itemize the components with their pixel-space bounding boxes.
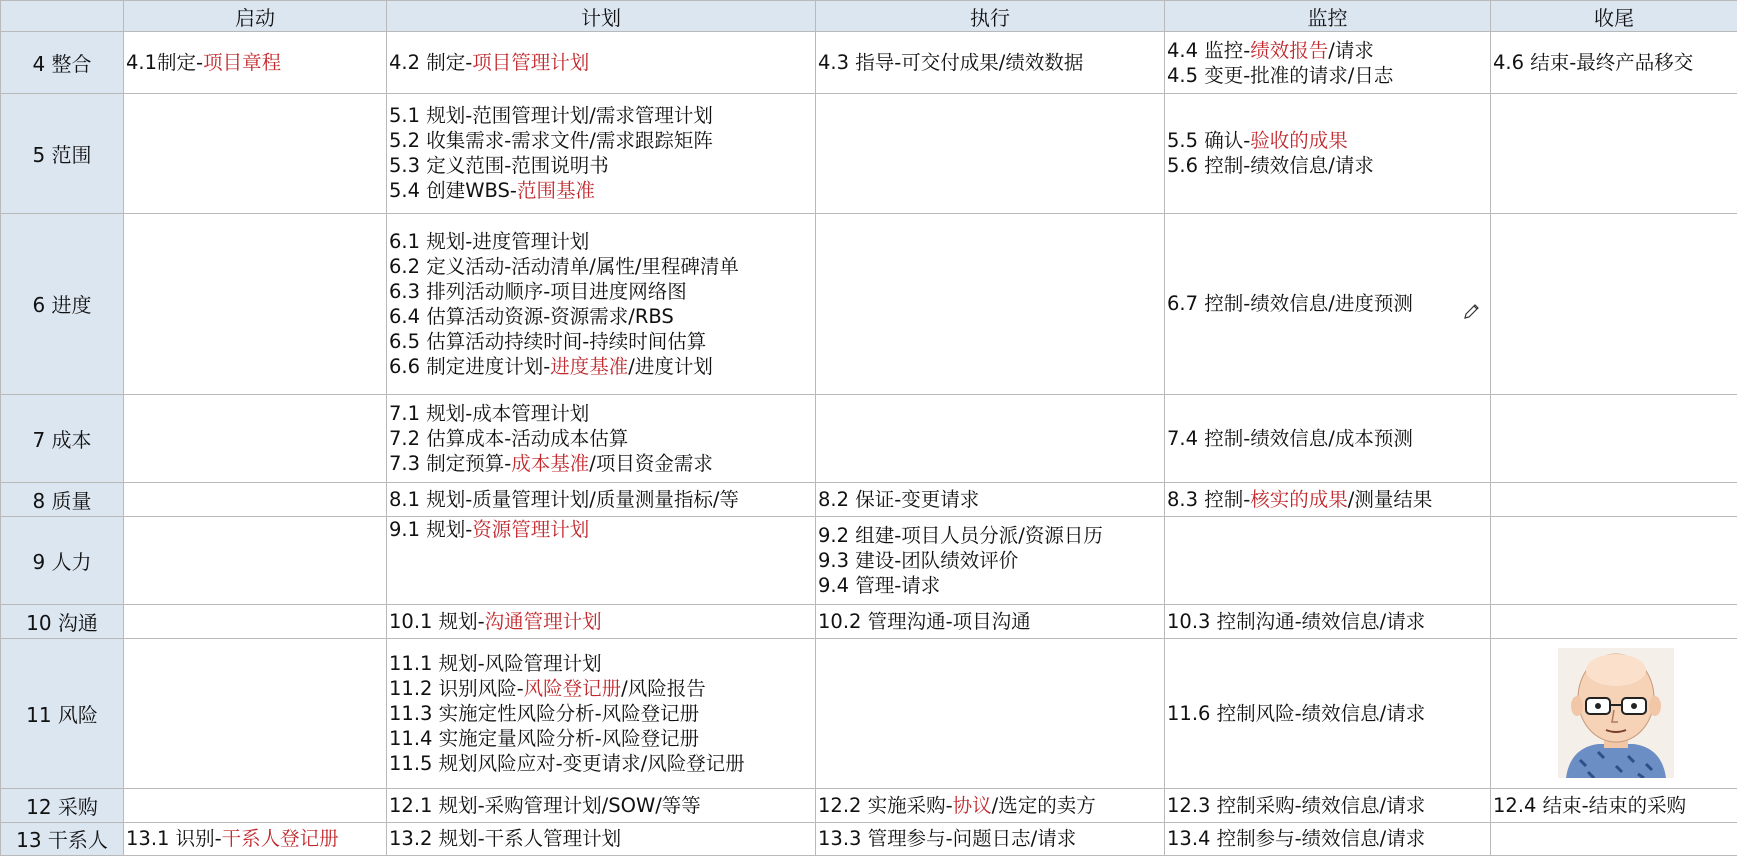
cell-text: 5.5 确认- <box>1167 129 1251 153</box>
table-cell <box>1491 394 1737 483</box>
table-cell <box>387 213 816 394</box>
table-row <box>1 394 1737 483</box>
cartoon-avatar-icon <box>1558 648 1674 778</box>
cell-text: 12.4 结束-结束的采购 <box>1493 794 1687 818</box>
table-cell <box>1165 789 1491 822</box>
highlight-text: 验收的成果 <box>1250 129 1348 153</box>
cell-text: 4.2 制定- <box>389 51 473 75</box>
column-header-row <box>1 1 1737 32</box>
table-cell <box>387 638 816 789</box>
cell-text: 11.1 规划-风险管理计划 <box>389 652 602 675</box>
cell-line <box>1167 63 1488 88</box>
cell-line <box>818 487 1162 512</box>
cell-text: 6.2 定义活动-活动清单/属性/里程碑清单 <box>389 254 739 278</box>
table-cell <box>1491 789 1737 822</box>
cell-text: 4.5 变更-批准的请求/日志 <box>1167 63 1394 87</box>
cell-line <box>389 426 813 451</box>
cell-line <box>389 401 813 426</box>
cell-text: 6.1 规划-进度管理计划 <box>389 229 590 253</box>
cell-line <box>389 178 813 203</box>
highlight-text: 成本基准 <box>511 451 590 475</box>
cell-text: 4.3 指导-可交付成果/绩效数据 <box>818 51 1084 75</box>
cell-line <box>818 573 1162 598</box>
cell-line <box>389 329 813 354</box>
cell-line <box>389 826 813 851</box>
cell-line <box>389 153 813 178</box>
cell-text: 12.3 控制采购-绩效信息/请求 <box>1167 794 1426 818</box>
cell-text: 8.3 控制- <box>1167 487 1251 511</box>
cell-line <box>1167 153 1488 178</box>
cell-text: /进度计划 <box>628 354 713 378</box>
cell-line <box>818 523 1162 548</box>
cell-text: 4.4 监控- <box>1167 38 1251 62</box>
cell-line <box>818 50 1162 75</box>
highlight-text: 核实的成果 <box>1250 487 1348 511</box>
cell-text: 8.2 保证-变更请求 <box>818 487 980 511</box>
column-header: 监控 <box>1165 1 1491 32</box>
row-header: 12 采购 <box>1 789 124 822</box>
cell-line <box>389 676 813 701</box>
cell-line <box>389 651 813 676</box>
column-header: 收尾 <box>1491 1 1737 32</box>
cell-line <box>1167 128 1488 153</box>
cell-text: 10.3 控制沟通-绩效信息/请求 <box>1167 609 1426 633</box>
table-cell <box>387 94 816 214</box>
cell-text: 11.4 实施定量风险分析-风险登记册 <box>389 727 700 750</box>
cell-text: /项目资金需求 <box>589 451 713 475</box>
cell-line <box>1167 291 1488 316</box>
cell-text: 11.2 识别风险- <box>389 677 524 700</box>
table-cell <box>1165 516 1491 605</box>
cell-text: 4.1制定- <box>126 51 204 75</box>
cell-text: 6.3 排列活动顺序-项目进度网络图 <box>389 279 687 303</box>
table-body <box>1 32 1737 856</box>
table-cell <box>1165 638 1491 789</box>
table-cell <box>387 605 816 638</box>
cell-text: 7.4 控制-绩效信息/成本预测 <box>1167 426 1413 450</box>
highlight-text: 绩效报告 <box>1250 38 1329 62</box>
cell-text: /选定的卖方 <box>991 794 1096 818</box>
table-row <box>1 483 1737 516</box>
cell-line <box>1167 609 1488 634</box>
table-cell <box>124 789 387 822</box>
table-cell <box>1165 605 1491 638</box>
table-row <box>1 822 1737 855</box>
table-cell <box>816 605 1165 638</box>
table-cell <box>124 605 387 638</box>
cell-line <box>389 701 813 726</box>
table-cell <box>124 822 387 855</box>
cell-line <box>389 517 813 542</box>
cell-text: 9.3 建设-团队绩效评价 <box>818 548 1019 572</box>
table-cell <box>1491 94 1737 214</box>
table-cell <box>816 32 1165 94</box>
cell-text: 8.1 规划-质量管理计划/质量测量指标/等 <box>389 487 739 511</box>
table-cell <box>816 516 1165 605</box>
cell-line <box>389 354 813 379</box>
cell-text: /测量结果 <box>1347 487 1433 511</box>
cell-line <box>389 451 813 476</box>
table-cell <box>1491 483 1737 516</box>
cell-text: 7.2 估算成本-活动成本估算 <box>389 426 629 450</box>
cell-line <box>1493 793 1735 818</box>
cell-line <box>818 609 1162 634</box>
cell-line <box>1167 487 1488 512</box>
cell-text: 6.4 估算活动资源-资源需求/RBS <box>389 304 674 328</box>
cell-text: 13.2 规划-干系人管理计划 <box>389 827 622 851</box>
cell-text: 9.4 管理-请求 <box>818 573 941 597</box>
cell-text: 10.2 管理沟通-项目沟通 <box>818 609 1031 633</box>
table-row <box>1 638 1737 789</box>
cell-text: 7.3 制定预算- <box>389 451 512 475</box>
cell-text: 13.1 识别- <box>126 827 222 851</box>
cell-line <box>1493 50 1735 75</box>
table-cell <box>387 822 816 855</box>
cell-text: 9.1 规划- <box>389 517 473 541</box>
highlight-text: 项目管理计划 <box>472 51 590 75</box>
highlight-text: 项目章程 <box>203 51 282 75</box>
table-cell <box>816 483 1165 516</box>
table-cell <box>816 638 1165 789</box>
table-cell <box>816 822 1165 855</box>
cell-line <box>389 229 813 254</box>
table-cell <box>1491 213 1737 394</box>
cell-line <box>389 50 813 75</box>
table-row <box>1 605 1737 638</box>
cell-text: 10.1 规划- <box>389 609 485 633</box>
table-cell <box>1165 483 1491 516</box>
table-row <box>1 32 1737 94</box>
table-cell <box>1491 822 1737 855</box>
row-header: 10 沟通 <box>1 605 124 638</box>
column-header: 启动 <box>124 1 387 32</box>
column-header: 执行 <box>816 1 1165 32</box>
cell-line <box>389 254 813 279</box>
highlight-text: 风险登记册 <box>523 677 622 700</box>
pencil-icon <box>1463 302 1481 320</box>
cell-line <box>389 567 813 592</box>
cell-line <box>1167 793 1488 818</box>
table-cell <box>124 638 387 789</box>
row-header: 8 质量 <box>1 483 124 516</box>
cell-line <box>389 609 813 634</box>
cell-text: 7.1 规划-成本管理计划 <box>389 401 590 425</box>
cell-line <box>389 793 813 818</box>
cell-line <box>389 279 813 304</box>
cell-text: 5.1 规划-范围管理计划/需求管理计划 <box>389 104 713 128</box>
cell-text: 6.7 控制-绩效信息/进度预测 <box>1167 292 1413 316</box>
cell-line <box>389 751 813 776</box>
row-header: 9 人力 <box>1 516 124 605</box>
row-header: 7 成本 <box>1 394 124 483</box>
table-cell <box>1491 605 1737 638</box>
highlight-text: 进度基准 <box>550 354 629 378</box>
corner-cell <box>1 1 124 32</box>
cell-text: 5.4 创建WBS- <box>389 179 517 203</box>
cell-text: 5.6 控制-绩效信息/请求 <box>1167 154 1374 178</box>
table-cell <box>387 483 816 516</box>
cell-text: 4.6 结束-最终产品移交 <box>1493 51 1694 75</box>
table-row <box>1 94 1737 214</box>
cell-line <box>1167 701 1488 726</box>
table-row <box>1 789 1737 822</box>
table-cell <box>387 789 816 822</box>
cell-line <box>1167 38 1488 63</box>
table-cell <box>816 94 1165 214</box>
table-cell <box>1165 822 1491 855</box>
table-cell <box>1165 394 1491 483</box>
table-cell <box>387 516 816 605</box>
cell-text: 11.6 控制风险-绩效信息/请求 <box>1167 702 1426 725</box>
cell-line <box>818 548 1162 573</box>
table-cell <box>1165 32 1491 94</box>
highlight-text: 干系人登记册 <box>221 827 339 851</box>
cell-text: /请求 <box>1328 38 1374 62</box>
table-cell <box>124 32 387 94</box>
row-header: 5 范围 <box>1 94 124 214</box>
column-header: 计划 <box>387 1 816 32</box>
highlight-text: 沟通管理计划 <box>484 609 602 633</box>
cell-text: 12.1 规划-采购管理计划/SOW/等等 <box>389 794 701 818</box>
cell-line <box>389 487 813 512</box>
cell-text: 12.2 实施采购- <box>818 794 953 818</box>
cell-line <box>1167 826 1488 851</box>
table-cell <box>387 394 816 483</box>
cell-text: 9.2 组建-项目人员分派/资源日历 <box>818 523 1103 547</box>
cell-line <box>1167 426 1488 451</box>
table-cell <box>816 213 1165 394</box>
highlight-text: 协议 <box>952 794 992 818</box>
cell-line <box>389 542 813 567</box>
table-cell <box>124 213 387 394</box>
table-cell <box>124 483 387 516</box>
table-cell <box>124 516 387 605</box>
highlight-text: 资源管理计划 <box>472 517 590 541</box>
cell-text: 6.5 估算活动持续时间-持续时间估算 <box>389 329 707 353</box>
table-cell <box>816 789 1165 822</box>
cell-text: 11.5 规划风险应对-变更请求/风险登记册 <box>389 752 745 775</box>
cell-line <box>389 103 813 128</box>
cell-line <box>126 826 384 851</box>
cell-text: 11.3 实施定性风险分析-风险登记册 <box>389 702 700 725</box>
row-header: 4 整合 <box>1 32 124 94</box>
cell-line <box>818 793 1162 818</box>
table-cell <box>1165 213 1491 394</box>
cell-line <box>389 128 813 153</box>
cell-line <box>389 304 813 329</box>
cell-text: 13.4 控制参与-绩效信息/请求 <box>1167 827 1426 851</box>
cell-text: 13.3 管理参与-问题日志/请求 <box>818 827 1077 851</box>
row-header: 11 风险 <box>1 638 124 789</box>
cell-text: 5.2 收集需求-需求文件/需求跟踪矩阵 <box>389 129 713 153</box>
table-cell <box>1491 516 1737 605</box>
table-cell <box>1491 32 1737 94</box>
cell-line <box>818 826 1162 851</box>
table-cell <box>1165 94 1491 214</box>
table-row <box>1 516 1737 605</box>
table-cell <box>816 394 1165 483</box>
table-cell <box>124 394 387 483</box>
cell-line <box>126 50 384 75</box>
highlight-text: 范围基准 <box>516 179 595 203</box>
row-header: 13 干系人 <box>1 822 124 855</box>
cell-text: 6.6 制定进度计划- <box>389 354 551 378</box>
row-header: 6 进度 <box>1 213 124 394</box>
cell-line <box>389 726 813 751</box>
table-cell <box>387 32 816 94</box>
cell-text: 5.3 定义范围-范围说明书 <box>389 154 609 178</box>
cell-text: /风险报告 <box>621 677 706 700</box>
table-cell <box>124 94 387 214</box>
